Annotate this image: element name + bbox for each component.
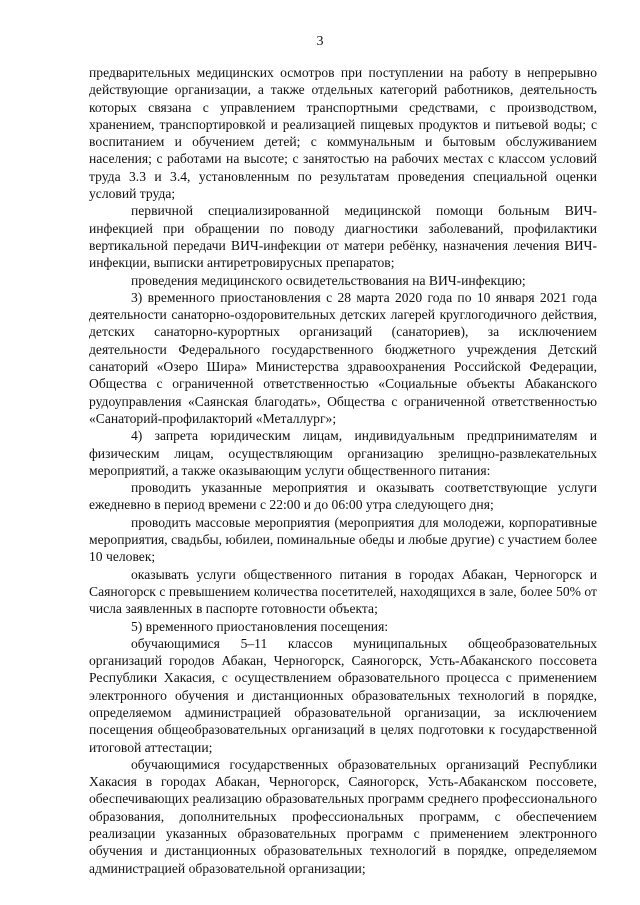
- page-number: 3: [316, 34, 324, 49]
- paragraph-item-3-sanatoria: 3) временного приостановления с 28 марта 2020 года по 10 января 2021 года деятельности санаторно-оздоровительных детских лагерей круглогодичного действия, детских санаторно-курортных организаций (санаториев), за исключением деятельности Федерального государственного бюджетного учреждения Детский санаторий «Озеро Шира» Министерства здравоохранения Российской Федерации, Общества с ограниченной ответственностью «Социальные объекты Абаканского рудоуправления «Саянская благодать», Общества с ограниченной ответственностью «Санаторий-профилакторий «Металлург»;: [89, 289, 597, 426]
- paragraph-college-students: обучающимися государственных образовательных организаций Республики Хакасия в городах Абакан, Черногорск, Саяногорск, Усть-Абаканском поссовете, обеспечивающих реализацию образовательных программ среднего профессионального образования, дополнительных профессиональных программ, с обеспечением реализации указанных образовательных программ с применением электронного обучения и дистанционных образовательных технологий в порядке, определяемом администрацией образовательной организации;: [89, 756, 597, 876]
- paragraph-catering-capacity: оказывать услуги общественного питания в городах Абакан, Черногорск и Саяногорск с превышением количества посетителей, находящихся в зале, более 50% от числа заявленных в паспорте готовности объекта;: [89, 566, 597, 617]
- paragraph-school-students: обучающимися 5–11 классов муниципальных общеобразовательных организаций городов Абакан, Черногорск, Саяногорск, Усть-Абаканского поссовета Республики Хакасия, с осуществлением образовательного процесса с применением электронного обучения и дистанционных образовательных технологий в порядке, определяемом администрацией образовательной организации, за исключением посещения общеобразовательных организаций в целях подготовки к государственной итоговой аттестации;: [89, 635, 597, 755]
- paragraph-item-4-ban: 4) запрета юридическим лицам, индивидуальным предпринимателям и физическим лицам, осуществляющим организацию зрелищно-развлекательных мероприятий, а также оказывающим услуги общественного питания:: [89, 428, 597, 478]
- paragraph-continued-medical-exams: предварительных медицинских осмотров при поступлении на работу в непрерывно действующие организации, а также отдельных категорий работников, деятельность которых связана с управлением транспортными средствами, с производством, хранением, транспортировкой и реализацией пищевых продуктов и питьевой воды; с воспитанием и обучением детей; с коммунальным и бытовым обслуживанием населения; с работами на высоте; с занятостью на рабочих местах с классом условий труда 3.3 и 3.4, установленным по результатам проведения специальной оценки условий труда;: [89, 65, 597, 202]
- paragraph-item-5-suspension: 5) временного приостановления посещения:: [131, 618, 389, 634]
- paragraph-mass-events: проводить массовые мероприятия (мероприятия для молодежи, корпоративные мероприятия, свадьбы, юбилеи, поминальные обеды и любые другие) с участием более 10 человек;: [89, 514, 597, 565]
- paragraph-hiv-examination: проведения медицинского освидетельствования на ВИЧ-инфекцию;: [131, 272, 526, 288]
- paragraph-night-hours: проводить указанные мероприятия и оказывать соответствующие услуги ежедневно в период времени с 22:00 и до 06:00 утра следующего дня;: [89, 480, 597, 513]
- document-body: [89, 64, 597, 877]
- paragraph-hiv-care: первичной специализированной медицинской помощи больным ВИЧ-инфекцией при обращении по поводу диагностики заболеваний, профилактики вертикальной передачи ВИЧ-инфекции от матери ребёнку, назначения лечения ВИЧ-инфекции, выписки антиретровирусных препаратов;: [89, 203, 597, 271]
